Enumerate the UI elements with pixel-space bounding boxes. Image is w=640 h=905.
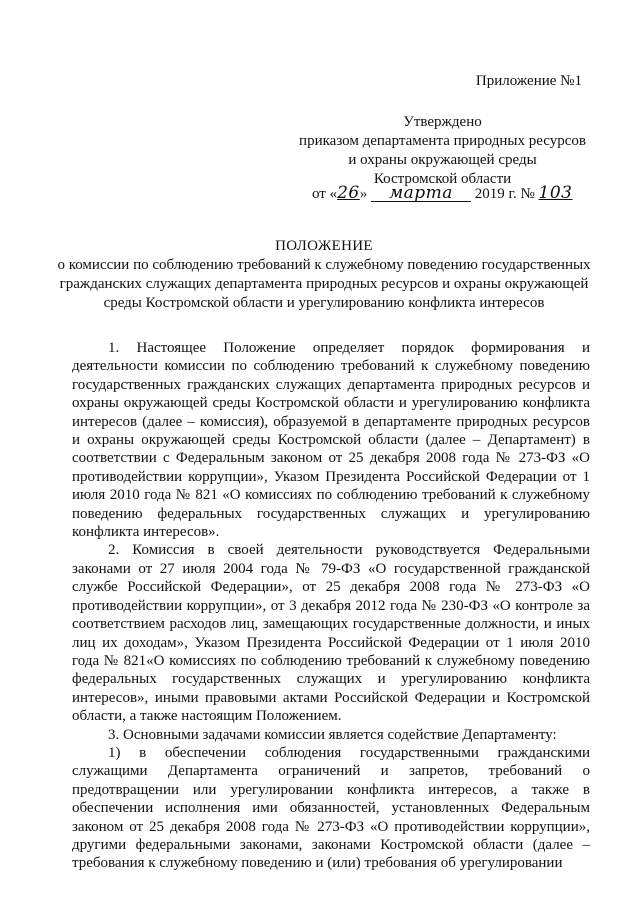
paragraph: 1. Настоящее Положение определяет порядок формирования и деятельности комиссии по соблюдению требований к служебному поведению государственных гражданских служащих департамента природных ресурсов и охраны окружающей среды Костромской области и урегулированию конфликта интересов (далее – комиссия), образуемой в департаменте природных ресурсов и охраны окружающей среды Костромской области (далее – Департамент) в соответствии с Федеральным законом от 25 декабря 2008 года № 273-ФЗ «О противодействии коррупции», Указом Президента Российской Федерации от 1 июля 2010 года № 821 «О комиссиях по соблюдению требований к служебному поведению федеральных государственных служащих и урегулированию конфликта интересов». — [72, 340, 590, 541]
document-body — [72, 339, 590, 873]
approval-line: Костромской области — [373, 171, 512, 187]
title-subtitle: о комиссии по соблюдению требований к служебному поведению государственных гражданских служащих департамента природных ресурсов и охраны окружающей среды Костромской области и урегулированию конфликта интересов — [57, 257, 591, 311]
handwritten-order-number: 103 — [538, 183, 573, 203]
date-year: 2019 г. № — [474, 186, 535, 202]
approval-line: приказом департамента природных ресурсов — [299, 133, 586, 149]
appendix-label: Приложение №1 — [475, 73, 582, 89]
approval-line: и охраны окружающей среды — [348, 152, 537, 168]
document-title — [40, 237, 608, 313]
approval-line: Утверждено — [403, 114, 482, 130]
handwritten-day: 26 — [337, 183, 360, 203]
date-mid: » — [359, 186, 368, 202]
order-date-line — [312, 183, 572, 203]
approval-block — [290, 113, 595, 189]
paragraph: 2. Комиссия в своей деятельности руководствуется Федеральными законами от 27 июля 2004 года № 79-ФЗ «О государственной гражданской службе Российской Федерации», от 25 декабря 2008 года № 273-ФЗ «О противодействии коррупции», от 3 декабря 2012 года № 230-ФЗ «О контроле за соответствием расходов лиц, замещающих государственные должности, и иных лиц их доходам», Указом Президента Российской Федерации от 1 июля 2010 года № 821«О комиссиях по соблюдению требований к служебному поведению федеральных государственных служащих и урегулированию конфликта интересов», иными правовыми актами Российской Федерации и Костромской области, а также настоящим Положением. — [72, 542, 590, 725]
title-heading: ПОЛОЖЕНИЕ — [275, 238, 373, 254]
paragraph: 3. Основными задачами комиссии является содействие Департаменту: — [108, 726, 557, 743]
paragraph: 1) в обеспечении соблюдения государственными гражданскими служащими Департамента ограничений и запретов, требований о предотвращении или урегулировании конфликта интересов, а также в обеспечении исполнения ими обязанностей, установленных Федеральным законом от 25 декабря 2008 года № 273-ФЗ «О противодействии коррупции», другими федеральными законами, законами Костромской области (далее – требования к служебному поведению и (или) требования об урегулировании — [72, 744, 590, 872]
date-prefix: от « — [312, 186, 338, 202]
handwritten-month: марта — [371, 185, 471, 202]
